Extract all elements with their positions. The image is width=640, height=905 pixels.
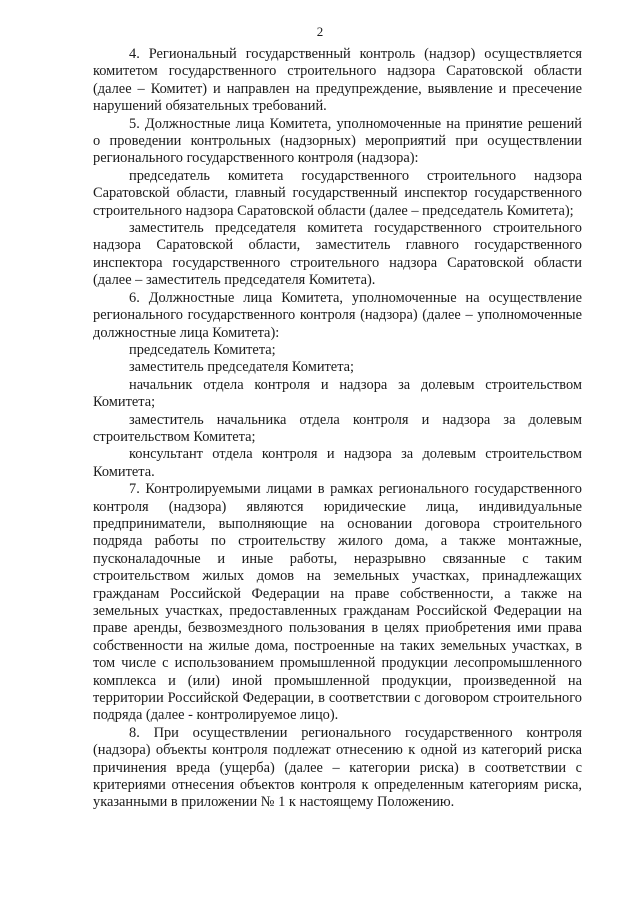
paragraph-5-item-deputy-chairman: заместитель председателя комитета государственного строительного надзора Саратовской области, заместитель главного государственного инспектора государственного строительного надзора Саратовской области (далее – заместитель председателя Комитета). (93, 220, 582, 289)
paragraph-6-intro: 6. Должностные лица Комитета, уполномоченные на осуществление регионального государственного контроля (надзора) (далее – уполномоченные должностные лица Комитета): (93, 289, 582, 341)
paragraph-6-item-deputy-department-head: заместитель начальника отдела контроля и надзора за долевым строительством Комитета; (93, 411, 582, 445)
page-number: 2 (316, 24, 324, 39)
paragraph-6-item-chairman: председатель Комитета; (129, 341, 276, 358)
paragraph-7-controlled-persons: 7. Контролируемыми лицами в рамках регионального государственного контроля (надзора) являются юридические лица, индивидуальные предприниматели, выполняющие на основании договора строительного подряда работы по строительству жилого дома, а также монтажные, пусконаладочные и иные работы, неразрывно связанные с таким строительством жилых домов на земельных участках, принадлежащих гражданам Российской Федерации на праве собственности, а также на земельных участках, предоставленных гражданам Российской Федерации на праве аренды, безвозмездного пользования в целях приобретения ими права собственности на жилые дома, построенные на таких земельных участках, в том числе с использованием промышленной продукции лесопромышленного комплекса и (или) иной промышленной продукции, произведенной на территории Российской Федерации, в соответствии с договором строительного подряда (далее - контролируемое лицо). (93, 481, 582, 724)
paragraph-6-item-department-head: начальник отдела контроля и надзора за долевым строительством Комитета; (93, 376, 582, 411)
paragraph-5-intro: 5. Должностные лица Комитета, уполномоченные на принятие решений о проведении контрольных (надзорных) мероприятий при осуществлении регионального государственного контроля (надзора): (93, 115, 582, 167)
paragraph-6-item-consultant: консультант отдела контроля и надзора за долевым строительством Комитета. (93, 446, 582, 480)
paragraph-8-risk-categories: 8. При осуществлении регионального государственного контроля (надзора) объекты контроля подлежат отнесению к одной из категорий риска причинения вреда (ущерба) (далее – категории риска) в соответствии с критериями отнесения объектов контроля к определенным категориям риска, указанными в приложении № 1 к настоящему Положению. (93, 724, 582, 811)
document-body (93, 46, 582, 812)
paragraph-4-intro: 4. Региональный государственный контроль (надзор) осуществляется комитетом государственного строительного надзора Саратовской области (далее – Комитет) и направлен на предупреждение, выявление и пресечение нарушений обязательных требований. (93, 46, 582, 115)
paragraph-6-item-deputy-chairman: заместитель председателя Комитета; (129, 359, 355, 376)
paragraph-5-item-chairman: председатель комитета государственного строительного надзора Саратовской области, главный государственный инспектор государственного строительного надзора Саратовской области (далее – председатель Комитета); (93, 167, 582, 219)
